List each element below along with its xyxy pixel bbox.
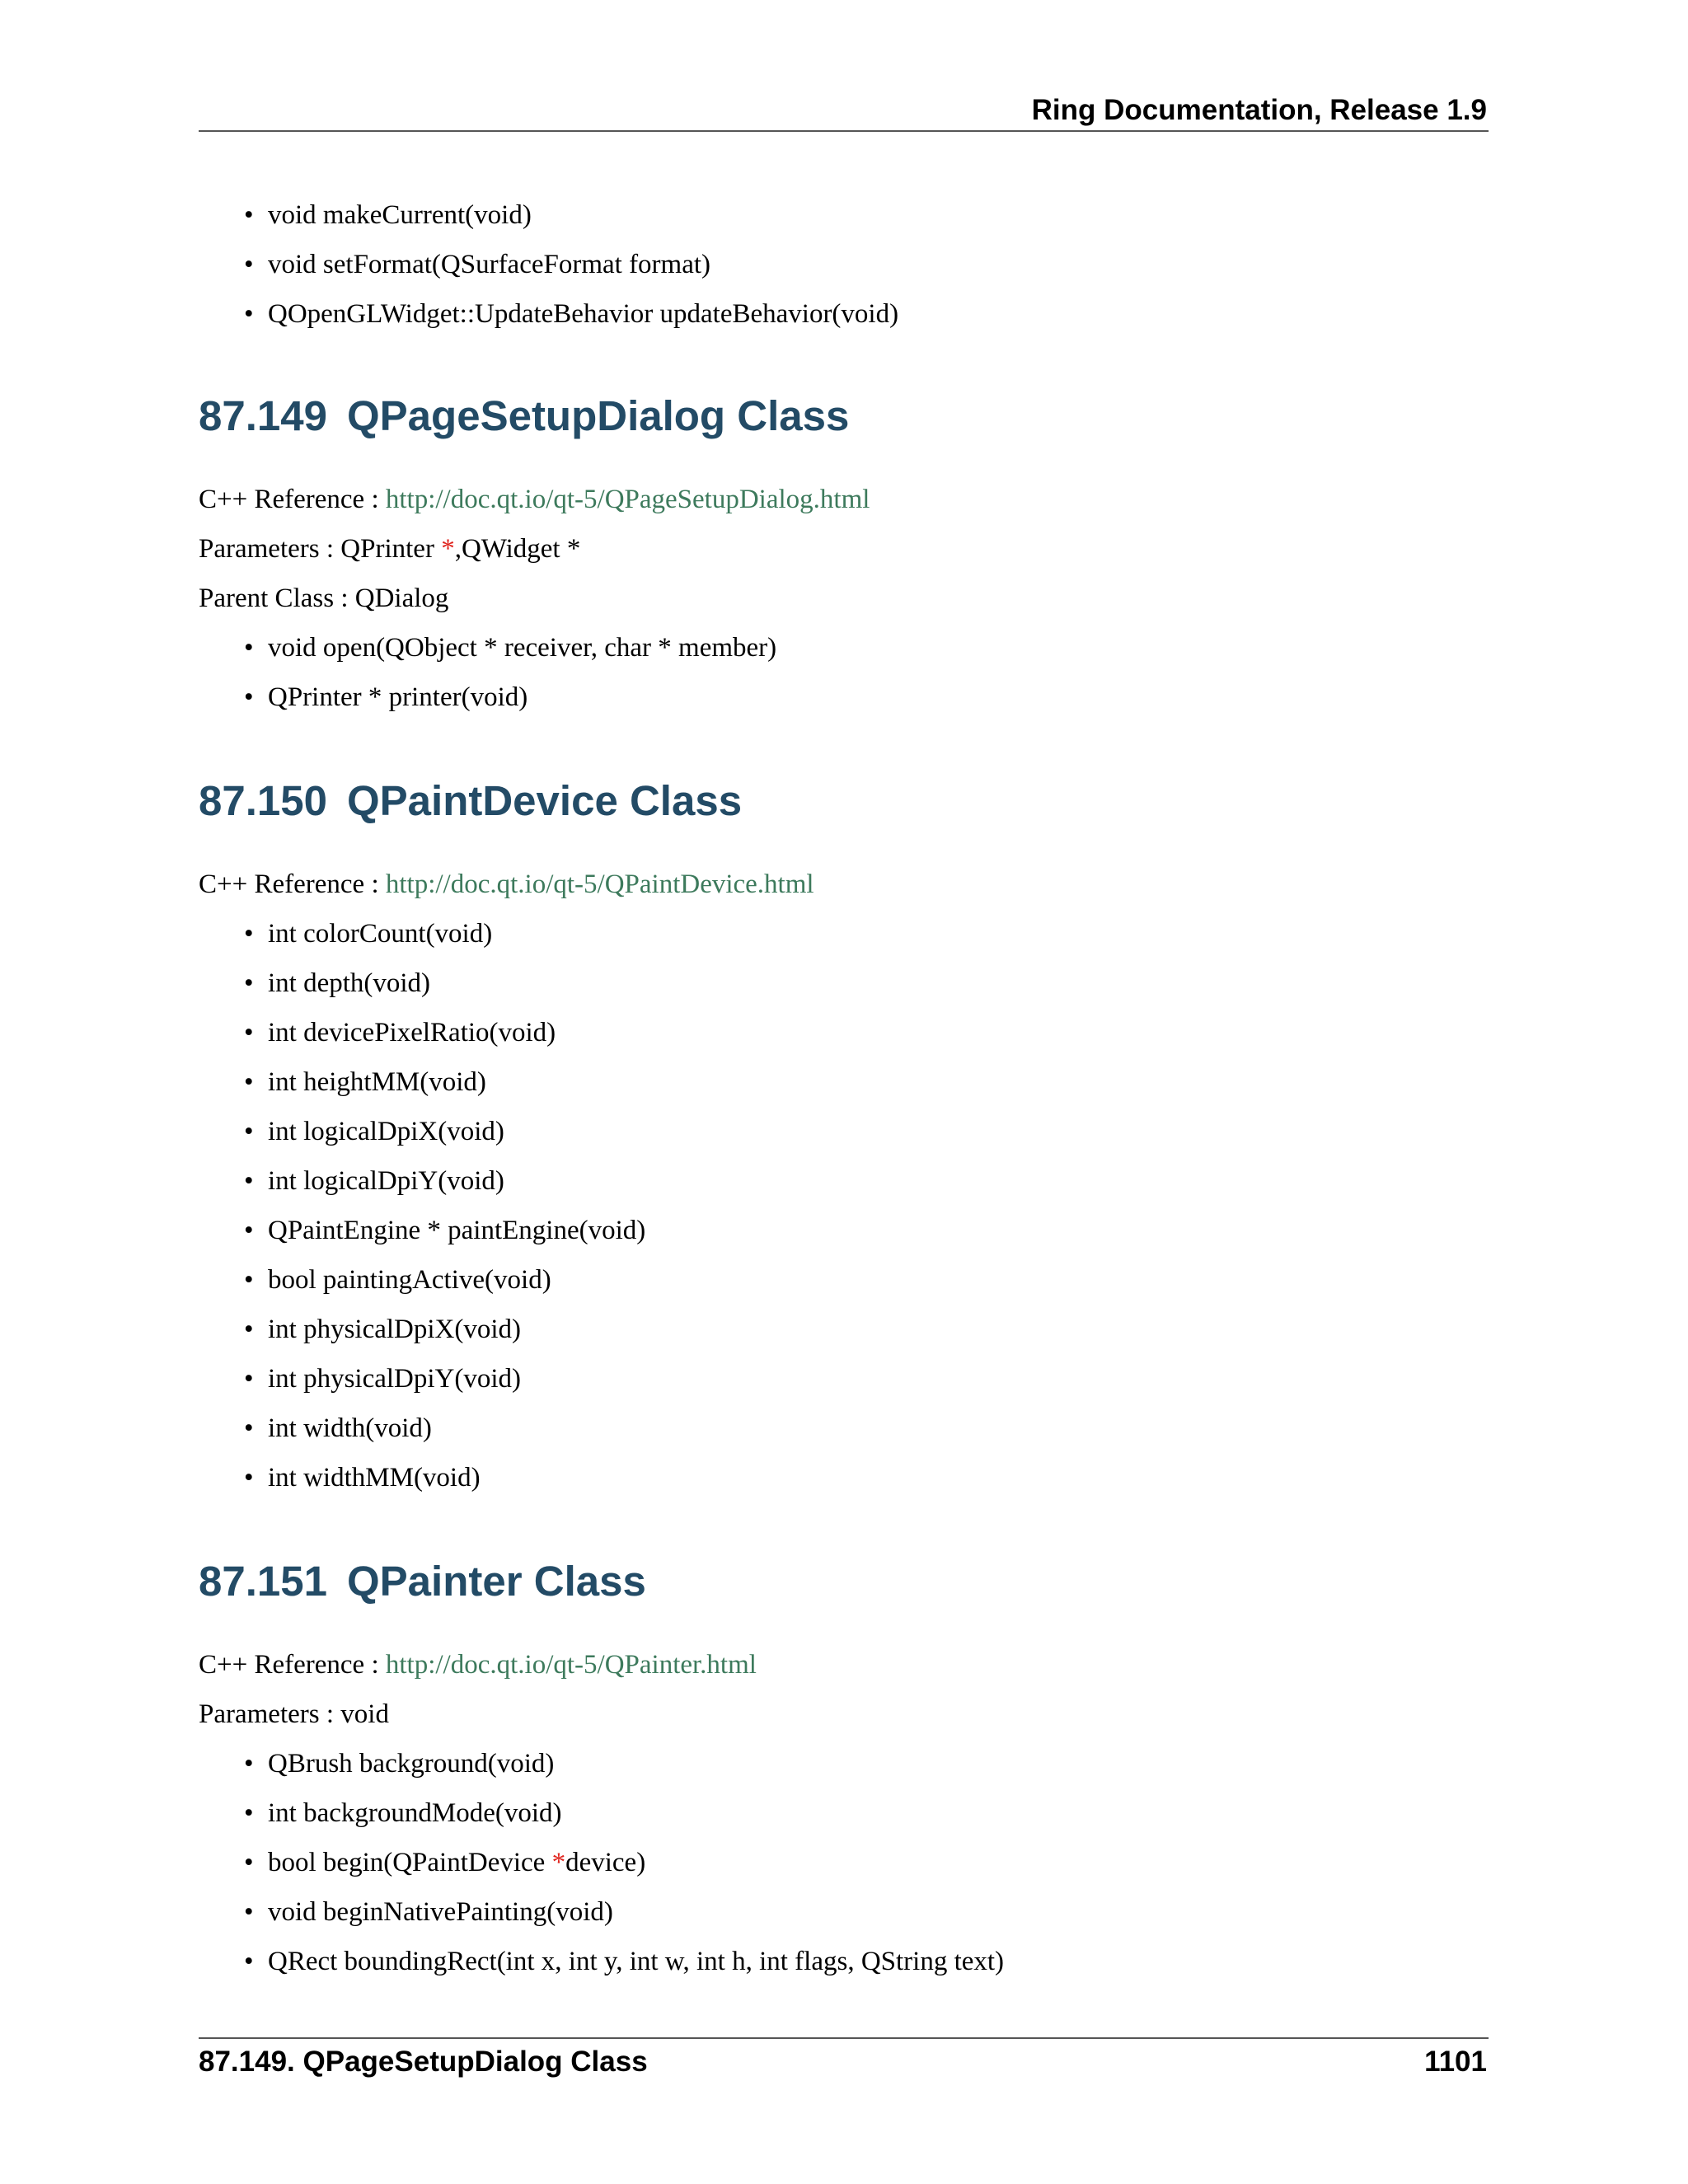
bullet-icon: • [244, 919, 254, 949]
bullet-icon: • [244, 1315, 254, 1344]
bullet-icon: • [244, 968, 254, 998]
bullet-icon: • [244, 1117, 254, 1146]
list-item: • int depth(void) [244, 968, 431, 998]
bullet-icon: • [244, 1166, 254, 1196]
list-item: • QBrush background(void) [244, 1749, 555, 1779]
list-item: • void makeCurrent(void) [244, 200, 532, 230]
list-item: • int colorCount(void) [244, 919, 493, 949]
list-item: • int backgroundMode(void) [244, 1798, 562, 1828]
list-item: • QPaintEngine * paintEngine(void) [244, 1216, 646, 1245]
bullet-icon: • [244, 1364, 254, 1394]
list-item: • int logicalDpiY(void) [244, 1166, 504, 1196]
cpp-reference-line: C++ Reference : http://doc.qt.io/qt-5/QPageSetupDialog.html [199, 485, 870, 514]
list-item: • bool paintingActive(void) [244, 1265, 551, 1295]
list-item: • void setFormat(QSurfaceFormat format) [244, 250, 711, 279]
bullet-icon: • [244, 1413, 254, 1443]
bullet-icon: • [244, 1018, 254, 1047]
list-item: • void beginNativePainting(void) [244, 1897, 613, 1927]
list-item: • int devicePixelRatio(void) [244, 1018, 556, 1047]
bullet-icon: • [244, 1216, 254, 1245]
section-heading-qpaintdevice: 87.150 QPaintDevice Class [199, 777, 743, 824]
page-number: 1101 [1424, 2046, 1487, 2078]
list-item: • int logicalDpiX(void) [244, 1117, 504, 1146]
section-heading-qpagesetupdialog: 87.149 QPageSetupDialog Class [199, 392, 850, 439]
list-item: • int heightMM(void) [244, 1067, 486, 1097]
cpp-reference-link[interactable]: http://doc.qt.io/qt-5/QPainter.html [385, 1650, 757, 1680]
list-item: • QOpenGLWidget::UpdateBehavior updateBehavior(void) [244, 299, 899, 329]
list-item: • void open(QObject * receiver, char * member) [244, 633, 777, 663]
list-item: • bool begin(QPaintDevice *device) [244, 1848, 646, 1877]
bullet-icon: • [244, 1067, 254, 1097]
footer-rule [199, 2037, 1489, 2039]
bullet-icon: • [244, 250, 254, 279]
list-item: • int width(void) [244, 1413, 432, 1443]
bullet-icon: • [244, 200, 254, 230]
bullet-icon: • [244, 1947, 254, 1976]
header-rule [199, 130, 1489, 132]
parent-class-line: Parent Class : QDialog [199, 583, 449, 613]
list-item: • int physicalDpiX(void) [244, 1315, 522, 1344]
bullet-icon: • [244, 1749, 254, 1779]
bullet-icon: • [244, 299, 254, 329]
footer-section-title: 87.149. QPageSetupDialog Class [199, 2046, 648, 2078]
cpp-reference-line: C++ Reference : http://doc.qt.io/qt-5/QPainter.html [199, 1650, 757, 1680]
list-item: • QRect boundingRect(int x, int y, int w, int h, int flags, QString text) [244, 1947, 1005, 1976]
cpp-reference-link[interactable]: http://doc.qt.io/qt-5/QPageSetupDialog.html [385, 485, 870, 514]
list-item: • int widthMM(void) [244, 1463, 481, 1493]
bullet-icon: • [244, 1848, 254, 1877]
running-header: Ring Documentation, Release 1.9 [1031, 94, 1487, 126]
bullet-icon: • [244, 1265, 254, 1295]
bullet-icon: • [244, 633, 254, 663]
bullet-icon: • [244, 682, 254, 712]
bullet-icon: • [244, 1897, 254, 1927]
list-item: • int physicalDpiY(void) [244, 1364, 522, 1394]
bullet-icon: • [244, 1463, 254, 1493]
cpp-reference-line: C++ Reference : http://doc.qt.io/qt-5/QPaintDevice.html [199, 869, 814, 899]
bullet-icon: • [244, 1798, 254, 1828]
parameters-line: Parameters : void [199, 1699, 389, 1729]
cpp-reference-link[interactable]: http://doc.qt.io/qt-5/QPaintDevice.html [385, 869, 814, 899]
section-heading-qpainter: 87.151 QPainter Class [199, 1558, 646, 1605]
list-item: • QPrinter * printer(void) [244, 682, 528, 712]
parameters-line: Parameters : QPrinter *,QWidget * [199, 534, 581, 564]
